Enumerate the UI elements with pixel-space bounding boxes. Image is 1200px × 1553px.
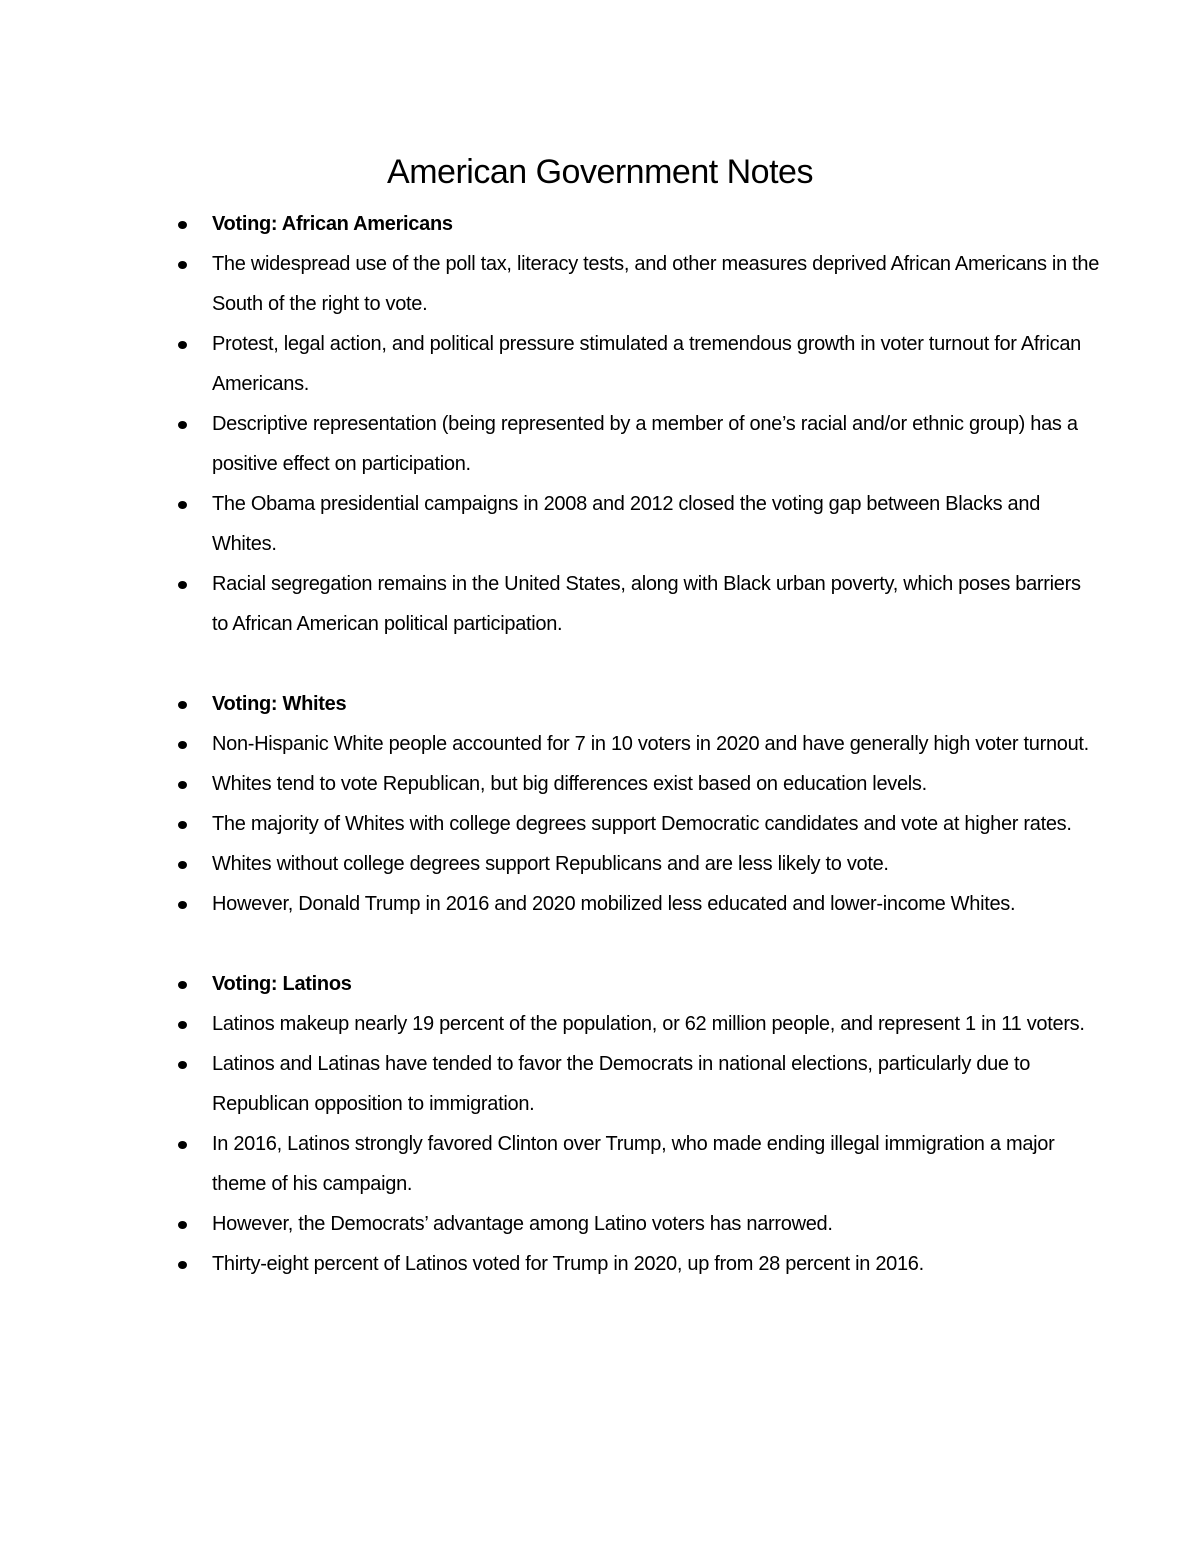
bullet-icon (178, 221, 187, 229)
list-item-text: Latinos and Latinas have tended to favor the Democrats in national elections, particularly due to Republican opposition to immigration. (212, 1053, 1031, 1115)
bullet-icon (178, 341, 187, 349)
list-item-text: Protest, legal action, and political pressure stimulated a tremendous growth in voter turnout for African Americans. (212, 333, 1081, 395)
list-item (0, 804, 1200, 844)
bullet-icon (178, 1261, 187, 1269)
bullet-icon (178, 821, 187, 829)
list-item-text: Whites tend to vote Republican, but big differences exist based on education levels. (212, 773, 927, 795)
list-item-text: The widespread use of the poll tax, literacy tests, and other measures deprived African Americans in the South of the right to vote. (212, 253, 1100, 315)
section-heading (0, 204, 1200, 244)
list-item (0, 724, 1200, 764)
list-item-text: Whites without college degrees support Republicans and are less likely to vote. (212, 853, 889, 875)
list-item-text: In 2016, Latinos strongly favored Clinton over Trump, who made ending illegal immigration a major theme of his campaign. (212, 1133, 1055, 1195)
list-item (0, 1004, 1200, 1044)
list-item-text: However, the Democrats’ advantage among Latino voters has narrowed. (212, 1213, 833, 1235)
notes-list (0, 204, 1200, 1284)
section-heading-text: Voting: Latinos (212, 973, 352, 995)
list-item (0, 1244, 1200, 1284)
list-item-text: However, Donald Trump in 2016 and 2020 mobilized less educated and lower-income Whites. (212, 893, 1016, 915)
list-item-text: The Obama presidential campaigns in 2008 and 2012 closed the voting gap between Blacks and Whites. (212, 493, 1041, 555)
list-item (0, 244, 1200, 324)
bullet-icon (178, 261, 187, 269)
list-item (0, 484, 1200, 564)
bullet-icon (178, 861, 187, 869)
list-item (0, 1124, 1200, 1204)
list-item-text: Non-Hispanic White people accounted for 7 in 10 voters in 2020 and have generally high voter turnout. (212, 733, 1089, 755)
list-item (0, 884, 1200, 924)
section-heading-text: Voting: African Americans (212, 213, 453, 235)
bullet-icon (178, 1061, 187, 1069)
bullet-icon (178, 901, 187, 909)
section-heading-text: Voting: Whites (212, 693, 347, 715)
list-item-text: Thirty-eight percent of Latinos voted for Trump in 2020, up from 28 percent in 2016. (212, 1253, 924, 1275)
bullet-icon (178, 1021, 187, 1029)
section-heading (0, 964, 1200, 1004)
list-item (0, 844, 1200, 884)
list-item (0, 324, 1200, 404)
bullet-icon (178, 1221, 187, 1229)
list-item-text: Latinos makeup nearly 19 percent of the population, or 62 million people, and represent 1 in 11 voters. (212, 1013, 1085, 1035)
bullet-icon (178, 421, 187, 429)
list-item (0, 764, 1200, 804)
list-item (0, 1044, 1200, 1124)
bullet-icon (178, 981, 187, 989)
page-title: American Government Notes (387, 153, 813, 191)
list-item-text: The majority of Whites with college degrees support Democratic candidates and vote at higher rates. (212, 813, 1072, 835)
list-item-text: Racial segregation remains in the United States, along with Black urban poverty, which poses barriers to African American political participation. (212, 573, 1081, 635)
bullet-icon (178, 741, 187, 749)
bullet-icon (178, 581, 187, 589)
list-item-text: Descriptive representation (being represented by a member of one’s racial and/or ethnic group) has a positive effect on participation. (212, 413, 1078, 475)
section-heading (0, 684, 1200, 724)
bullet-icon (178, 781, 187, 789)
bullet-icon (178, 1141, 187, 1149)
list-item (0, 404, 1200, 484)
bullet-icon (178, 501, 187, 509)
bullet-icon (178, 701, 187, 709)
list-item (0, 1204, 1200, 1244)
list-item (0, 564, 1200, 644)
